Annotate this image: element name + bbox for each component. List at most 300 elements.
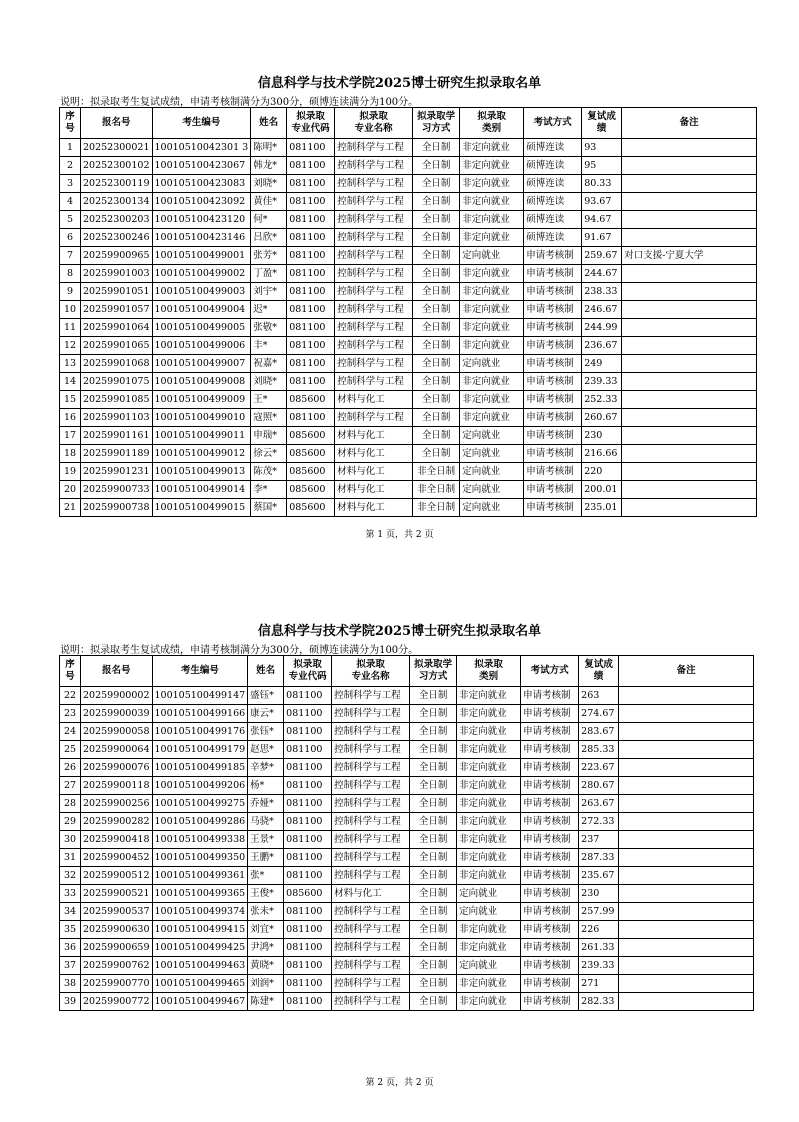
cell-major-name: 控制科学与工程 [332,957,410,975]
cell-major-name: 材料与化工 [335,499,413,517]
cell-exam-no: 100105100499176 [152,723,248,741]
cell-study-mode: 全日制 [410,777,457,795]
cell-reg-no: 20259901057 [81,301,153,319]
cell-seq: 38 [60,975,81,993]
cell-reg-no: 20252300246 [81,229,153,247]
cell-exam-no: 100105100499374 [152,903,248,921]
cell-category: 定向就业 [457,957,521,975]
table-row [60,319,757,337]
column-header-text: 姓名 [256,665,276,676]
cell-study-mode: 全日制 [413,229,460,247]
cell-major-name: 材料与化工 [335,481,413,499]
cell-major-code: 081100 [284,849,332,867]
cell-seq: 30 [60,831,81,849]
cell-score: 252.33 [582,391,622,409]
cell-exam-method: 申请考核制 [521,777,579,795]
cell-exam-no: 100105100499425 [152,939,248,957]
cell-exam-no: 100105100499004 [152,301,251,319]
cell-exam-no: 100105100423092 [152,193,251,211]
column-header-exam-no [152,108,251,139]
cell-name: 陈建* [248,993,284,1011]
cell-score: 239.33 [579,957,619,975]
cell-reg-no: 20259901064 [81,319,153,337]
cell-category: 非定向就业 [460,229,524,247]
cell-reg-no: 20259900418 [81,831,153,849]
cell-seq: 5 [60,211,81,229]
cell-exam-method: 申请考核制 [521,831,579,849]
column-header-exam-no [152,656,248,687]
cell-major-name: 控制科学与工程 [335,409,413,427]
cell-score: 260.67 [582,409,622,427]
table-row [60,687,754,705]
cell-seq: 35 [60,921,81,939]
cell-exam-method: 申请考核制 [521,957,579,975]
cell-seq: 13 [60,355,81,373]
cell-seq: 2 [60,157,81,175]
cell-name: 黄晓* [248,957,284,975]
cell-major-name: 控制科学与工程 [335,229,413,247]
cell-remark [622,139,757,157]
table-row [60,975,754,993]
cell-category: 非定向就业 [460,193,524,211]
cell-score: 91.67 [582,229,622,247]
cell-remark [619,885,754,903]
table-row [60,175,757,193]
cell-score: 80.33 [582,175,622,193]
table-row [60,265,757,283]
cell-remark [622,337,757,355]
cell-major-name: 材料与化工 [335,427,413,445]
cell-category: 非定向就业 [460,301,524,319]
cell-name: 张未* [248,903,284,921]
cell-name: 迟* [251,301,287,319]
cell-exam-no: 100105100499008 [152,373,251,391]
cell-remark [619,777,754,795]
cell-study-mode: 全日制 [410,705,457,723]
cell-major-name: 控制科学与工程 [332,759,410,777]
cell-exam-method: 申请考核制 [521,993,579,1011]
column-header-major-name [332,656,410,687]
cell-major-name: 控制科学与工程 [332,705,410,723]
column-header-text: 复试成 [584,659,613,670]
cell-exam-method: 申请考核制 [524,373,582,391]
column-header-category [460,108,524,139]
cell-remark [622,211,757,229]
cell-major-name: 控制科学与工程 [335,175,413,193]
cell-remark [619,687,754,705]
cell-reg-no: 20252300134 [81,193,153,211]
cell-remark [622,319,757,337]
cell-major-code: 081100 [287,211,335,229]
admission-table [59,107,757,517]
cell-name: 尹鸿* [248,939,284,957]
cell-score: 220 [582,463,622,481]
cell-major-name: 控制科学与工程 [332,939,410,957]
column-header-text: 报名号 [101,117,131,128]
table-row [60,481,757,499]
cell-exam-no: 100105100423067 [152,157,251,175]
cell-major-name: 控制科学与工程 [332,921,410,939]
cell-category: 定向就业 [460,481,524,499]
cell-exam-no: 100105100499009 [152,391,251,409]
cell-score: 230 [582,427,622,445]
cell-name: 马骁* [248,813,284,831]
cell-study-mode: 全日制 [410,741,457,759]
cell-exam-method: 硕博连读 [524,211,582,229]
column-header-text: 拟录取 [293,659,322,670]
cell-study-mode: 全日制 [413,283,460,301]
admission-table [59,655,754,1011]
cell-study-mode: 非全日制 [413,463,460,481]
cell-name: 何* [251,211,287,229]
table-row [60,373,757,391]
column-header-text: 备注 [679,117,699,128]
cell-seq: 9 [60,283,81,301]
cell-major-code: 081100 [287,193,335,211]
cell-major-code: 081100 [284,903,332,921]
cell-remark [619,795,754,813]
cell-reg-no: 20259900965 [81,247,153,265]
cell-reg-no: 20259901231 [81,463,153,481]
cell-seq: 11 [60,319,81,337]
cell-exam-no: 100105100499338 [152,831,248,849]
cell-major-code: 081100 [284,957,332,975]
cell-category: 非定向就业 [460,409,524,427]
cell-study-mode: 全日制 [413,391,460,409]
cell-exam-method: 硕博连读 [524,193,582,211]
cell-study-mode: 全日制 [410,975,457,993]
cell-name: 康云* [248,705,284,723]
cell-major-name: 控制科学与工程 [332,723,410,741]
cell-score: 285.33 [579,741,619,759]
cell-major-name: 材料与化工 [332,885,410,903]
cell-exam-method: 申请考核制 [524,337,582,355]
table-row [60,211,757,229]
cell-name: 张钰* [248,723,284,741]
cell-score: 249 [582,355,622,373]
cell-score: 259.67 [582,247,622,265]
column-header-text: 考生编号 [180,665,219,676]
cell-study-mode: 全日制 [413,175,460,193]
cell-remark [622,193,757,211]
column-header-major-name [335,108,413,139]
cell-name: 吕欣* [251,229,287,247]
cell-category: 非定向就业 [457,795,521,813]
cell-major-code: 081100 [287,139,335,157]
cell-major-code: 081100 [284,741,332,759]
cell-major-name: 控制科学与工程 [332,741,410,759]
cell-category: 非定向就业 [457,723,521,741]
cell-reg-no: 20259900770 [81,975,153,993]
cell-reg-no: 20259900118 [81,777,153,795]
cell-major-code: 081100 [284,831,332,849]
column-header-text: 拟录取 [296,111,325,122]
table-row [60,445,757,463]
cell-exam-no: 100105100499179 [152,741,248,759]
cell-category: 非定向就业 [457,813,521,831]
cell-exam-method: 硕博连读 [524,139,582,157]
cell-exam-method: 申请考核制 [521,903,579,921]
cell-name: 赵思* [248,741,284,759]
cell-name: 盛钰* [248,687,284,705]
column-header-study-mode [410,656,457,687]
cell-exam-no: 100105100499007 [152,355,251,373]
cell-category: 非定向就业 [457,705,521,723]
cell-major-code: 081100 [287,409,335,427]
cell-exam-no: 100105100499365 [152,885,248,903]
cell-score: 244.99 [582,319,622,337]
cell-category: 非定向就业 [460,337,524,355]
cell-major-code: 081100 [284,777,332,795]
cell-seq: 26 [60,759,81,777]
cell-exam-method: 申请考核制 [524,283,582,301]
cell-reg-no: 20259901065 [81,337,153,355]
cell-exam-no: 100105100499185 [152,759,248,777]
cell-remark [619,705,754,723]
column-header-text: 拟录取学 [414,659,453,670]
cell-exam-no: 100105100499013 [152,463,251,481]
cell-study-mode: 全日制 [413,139,460,157]
cell-reg-no: 20259900521 [81,885,153,903]
cell-major-code: 081100 [284,939,332,957]
cell-major-code: 081100 [287,283,335,301]
table-row [60,849,754,867]
cell-major-name: 材料与化工 [335,463,413,481]
cell-major-code: 081100 [284,705,332,723]
column-header-text: 号 [65,123,75,134]
cell-category: 非定向就业 [460,175,524,193]
cell-name: 刘润* [248,975,284,993]
cell-study-mode: 全日制 [410,939,457,957]
cell-score: 95 [582,157,622,175]
table-row [60,957,754,975]
cell-study-mode: 非全日制 [413,499,460,517]
cell-remark [622,445,757,463]
cell-major-code: 081100 [284,687,332,705]
cell-study-mode: 全日制 [410,795,457,813]
cell-name: 杨* [248,777,284,795]
cell-name: 刘晓* [251,373,287,391]
table-row [60,741,754,759]
cell-remark [622,283,757,301]
cell-seq: 28 [60,795,81,813]
column-header-text: 号 [65,671,75,682]
cell-major-code: 081100 [287,301,335,319]
cell-exam-no: 100105100423146 [152,229,251,247]
column-header-text: 专业名称 [354,123,393,134]
cell-name: 张芳* [251,247,287,265]
column-header-text: 考试方式 [530,665,569,676]
cell-study-mode: 全日制 [413,319,460,337]
cell-seq: 23 [60,705,81,723]
cell-seq: 3 [60,175,81,193]
cell-seq: 31 [60,849,81,867]
cell-major-code: 085600 [287,481,335,499]
cell-reg-no: 20252300102 [81,157,153,175]
cell-remark [619,993,754,1011]
cell-name: 刘晓* [251,175,287,193]
cell-seq: 24 [60,723,81,741]
cell-name: 刘宇* [251,283,287,301]
cell-major-code: 085600 [287,445,335,463]
cell-exam-method: 申请考核制 [524,463,582,481]
cell-exam-no: 100105100499005 [152,319,251,337]
cell-exam-method: 申请考核制 [524,265,582,283]
cell-score: 223.67 [579,759,619,777]
cell-major-code: 081100 [284,975,332,993]
cell-name: 王景* [248,831,284,849]
cell-study-mode: 全日制 [413,427,460,445]
cell-major-name: 控制科学与工程 [332,687,410,705]
cell-category: 非定向就业 [457,993,521,1011]
cell-seq: 17 [60,427,81,445]
cell-seq: 20 [60,481,81,499]
cell-remark [622,391,757,409]
page-note: 说明：拟录取考生复试成绩，申请考核制满分为300分，硕博连读满分为100分。 [60,645,419,656]
cell-reg-no: 20259900537 [81,903,153,921]
cell-major-code: 081100 [284,813,332,831]
table-row [60,463,757,481]
cell-remark [619,975,754,993]
cell-study-mode: 全日制 [410,813,457,831]
cell-remark [619,921,754,939]
cell-study-mode: 全日制 [410,849,457,867]
column-header-text: 考生编号 [182,117,221,128]
cell-seq: 39 [60,993,81,1011]
cell-score: 237 [579,831,619,849]
cell-study-mode: 全日制 [413,193,460,211]
cell-major-code: 081100 [287,247,335,265]
cell-category: 非定向就业 [457,921,521,939]
column-header-major-code [287,108,335,139]
cell-exam-no: 100105100499415 [152,921,248,939]
cell-major-code: 081100 [284,993,332,1011]
table-row [60,867,754,885]
cell-exam-no: 100105100499166 [152,705,248,723]
cell-seq: 1 [60,139,81,157]
cell-study-mode: 全日制 [410,957,457,975]
cell-category: 非定向就业 [457,831,521,849]
cell-major-name: 控制科学与工程 [335,355,413,373]
cell-score: 246.67 [582,301,622,319]
cell-reg-no: 20259901103 [81,409,153,427]
cell-name: 丰* [251,337,287,355]
cell-remark [622,427,757,445]
column-header-text: 姓名 [259,117,279,128]
cell-major-code: 081100 [287,265,335,283]
cell-category: 定向就业 [460,445,524,463]
table-row [60,777,754,795]
cell-score: 235.01 [582,499,622,517]
cell-category: 非定向就业 [457,759,521,777]
cell-exam-no: 100105100499206 [152,777,248,795]
cell-seq: 29 [60,813,81,831]
cell-study-mode: 全日制 [410,885,457,903]
cell-study-mode: 全日制 [413,409,460,427]
cell-major-name: 控制科学与工程 [332,831,410,849]
cell-name: 乔娅* [248,795,284,813]
cell-score: 280.67 [579,777,619,795]
column-header-score [579,656,619,687]
table-row [60,831,754,849]
cell-major-code: 081100 [284,723,332,741]
cell-reg-no: 20259901161 [81,427,153,445]
page-title: 信息科学与技术学院2025博士研究生拟录取名单 [257,76,542,91]
column-header-text: 绩 [596,123,607,134]
cell-exam-no: 100105100499014 [152,481,251,499]
cell-reg-no: 20259900733 [81,481,153,499]
table-row [60,301,757,319]
column-header-name [248,656,284,687]
cell-exam-no: 100105100499361 [152,867,248,885]
cell-reg-no: 20259900064 [81,741,153,759]
cell-exam-no: 100105100499001 [152,247,251,265]
cell-exam-method: 申请考核制 [521,849,579,867]
table-row [60,993,754,1011]
table-row [60,427,757,445]
cell-name: 王鹏* [248,849,284,867]
cell-name: 张* [248,867,284,885]
cell-category: 非定向就业 [460,157,524,175]
cell-seq: 8 [60,265,81,283]
cell-exam-method: 硕博连读 [524,157,582,175]
cell-exam-method: 申请考核制 [521,741,579,759]
cell-seq: 7 [60,247,81,265]
cell-exam-no: 100105100499012 [152,445,251,463]
cell-seq: 32 [60,867,81,885]
cell-major-name: 控制科学与工程 [335,265,413,283]
cell-major-code: 081100 [287,319,335,337]
table-row [60,157,757,175]
cell-name: 韩龙* [251,157,287,175]
cell-score: 263.67 [579,795,619,813]
column-header-category [457,656,521,687]
cell-category: 定向就业 [457,885,521,903]
cell-name: 祝嘉* [251,355,287,373]
cell-exam-no: 100105100499467 [152,993,248,1011]
cell-remark [619,813,754,831]
cell-remark [622,373,757,391]
cell-exam-method: 申请考核制 [524,319,582,337]
cell-study-mode: 全日制 [413,157,460,175]
cell-study-mode: 非全日制 [413,481,460,499]
column-header-text: 序 [65,111,75,122]
column-header-remark [619,656,754,687]
table-row [60,139,757,157]
cell-study-mode: 全日制 [410,759,457,777]
cell-category: 非定向就业 [460,373,524,391]
table-row [60,939,754,957]
cell-remark [619,741,754,759]
column-header-text: 考试方式 [533,117,572,128]
cell-category: 非定向就业 [460,391,524,409]
cell-exam-method: 申请考核制 [524,427,582,445]
cell-major-name: 材料与化工 [335,391,413,409]
cell-study-mode: 全日制 [410,867,457,885]
page-footer: 第 2 页，共 2 页 [365,1078,434,1088]
cell-study-mode: 全日制 [413,301,460,319]
cell-exam-method: 硕博连读 [524,229,582,247]
column-header-major-code [284,656,332,687]
cell-exam-method: 申请考核制 [521,939,579,957]
cell-seq: 37 [60,957,81,975]
table-header-row [60,108,757,139]
column-header-text: 复试成 [587,111,616,122]
cell-study-mode: 全日制 [413,211,460,229]
column-header-text: 拟录取 [359,111,388,122]
cell-major-code: 081100 [284,921,332,939]
column-header-reg-no [81,656,153,687]
